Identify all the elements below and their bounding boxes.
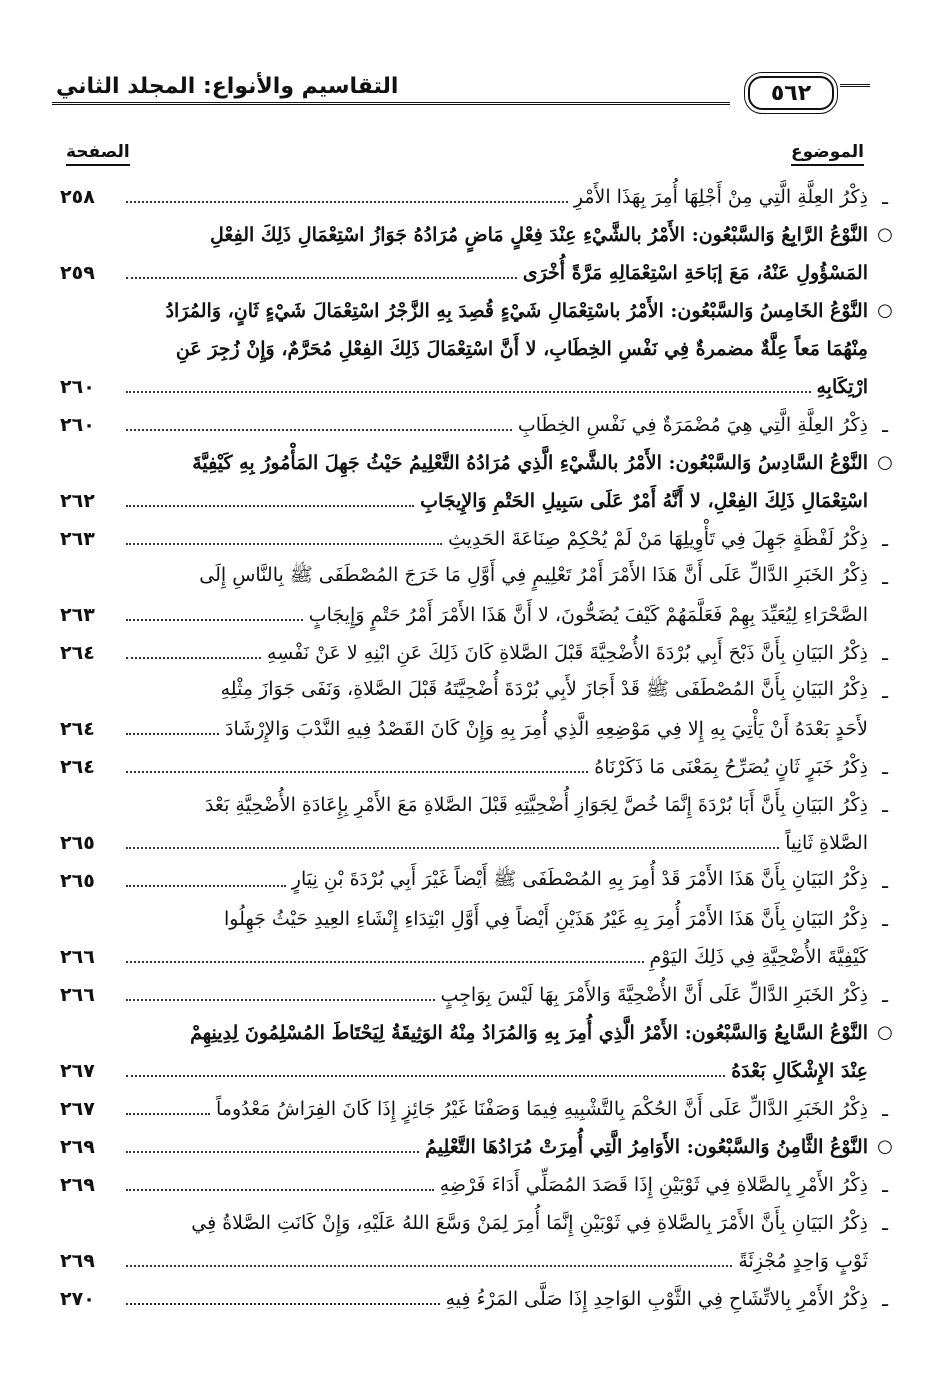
entry-text: ذِكْرُ الأَمْرِ بِالاتِّشَاحِ فِي الثَّوْبِ الوَاحِدِ إِذَا صَلَّى المَرْءُ فِيهِ	[445, 1288, 868, 1310]
toc-entry	[60, 444, 893, 520]
entry-page-number: ٢٦٢	[60, 490, 95, 512]
dot-leader	[126, 505, 414, 507]
toc-entry	[60, 1280, 888, 1318]
circle-bullet-icon: ○	[877, 300, 893, 321]
toc-entry	[60, 292, 893, 406]
page-number-badge	[748, 76, 834, 110]
dot-leader	[126, 391, 811, 393]
dot-leader	[126, 885, 286, 887]
header-rule	[52, 102, 730, 105]
toc-entry	[60, 558, 888, 634]
dot-leader	[126, 543, 442, 545]
dash-bullet-icon: ـ	[882, 413, 888, 437]
entry-text: ذِكْرُ الخَبَرِ الدَّالِّ عَلَى أَنَّ الأُضْحِيَّةَ وَالأَمْرَ بِهَا لَيْسَ بِوَاجِبٍ	[440, 984, 868, 1006]
entry-line	[60, 900, 868, 938]
toc-entry	[60, 1204, 888, 1280]
entry-line	[60, 672, 868, 710]
entry-page-number: ٢٦٥	[60, 870, 95, 892]
entry-page-number: ٢٦٧	[60, 1098, 95, 1120]
entry-line	[60, 520, 868, 558]
dash-bullet-icon: ـ	[882, 565, 888, 589]
dash-bullet-icon: ـ	[882, 1211, 888, 1235]
entry-line	[60, 254, 868, 292]
entry-text: ذِكْرُ الخَبَرِ الدَّالِّ عَلَى أَنَّ الحُكْمَ بِالتَّشْبِيهِ فِيمَا وَصَفْنَا غَيْرُ جَائِزٍ إِذَا كَانَ الفِرَاشُ مَعْدُوماً	[216, 1098, 868, 1120]
column-header-page: الصفحة	[66, 142, 130, 166]
dash-bullet-icon: ـ	[882, 1097, 888, 1121]
dash-bullet-icon: ـ	[882, 679, 888, 703]
entry-line	[60, 330, 868, 368]
entry-text: ذِكْرُ خَبَرٍ ثَانٍ يُصَرِّحُ بِمَعْنَى مَا ذَكَرْنَاهُ	[594, 756, 868, 778]
entry-text: ذِكْرُ البَيَانِ بِأَنَّ ذَبْحَ أَبِي بُرْدَةَ الأُضْحِيَّةَ قَبْلَ الصَّلاةِ كَانَ ذَلِكَ عَنِ ابْنِهِ لا عَنْ نَفْسِهِ	[267, 642, 868, 664]
toc-entry	[60, 976, 888, 1014]
entry-text: ثَوْبٍ وَاحِدٍ مُجْزِئَةً	[738, 1250, 868, 1272]
entry-text: اسْتِعْمَالِ ذَلِكَ الفِعْلِ، لا أَنَّهُ أَمْرٌ عَلَى سَبِيلِ الحَتْمِ وَالإِيجَابِ	[420, 490, 868, 512]
toc-entry	[60, 520, 888, 558]
entry-text: ارْتِكَابِهِ	[816, 376, 868, 398]
entry-line	[60, 710, 868, 748]
toc-entry	[60, 1128, 893, 1166]
entry-page-number: ٢٥٨	[60, 186, 95, 208]
dash-bullet-icon: ـ	[882, 527, 888, 551]
entry-line	[60, 1090, 868, 1128]
toc-entry	[60, 862, 888, 900]
entry-line	[60, 1204, 868, 1242]
entry-line	[60, 748, 868, 786]
dot-leader	[126, 1303, 440, 1305]
dash-bullet-icon: ـ	[882, 1173, 888, 1197]
entry-page-number: ٢٦٤	[60, 642, 95, 664]
dash-bullet-icon: ـ	[882, 641, 888, 665]
toc-entry	[60, 1090, 888, 1128]
entry-line	[60, 482, 868, 520]
entry-line	[60, 786, 868, 824]
entry-line	[60, 938, 868, 976]
dash-bullet-icon: ـ	[882, 869, 888, 893]
entry-line	[60, 178, 868, 216]
entry-line	[60, 596, 868, 634]
toc-entry	[60, 748, 888, 786]
entry-text: ذِكْرُ العِلَّةِ الَّتِي هِيَ مُضْمَرَةٌ فِي نَفْسِ الخِطَابِ	[517, 414, 868, 436]
entry-text: الصَّحْرَاءِ لِيُعَيِّدَ بِهِمْ فَعَلَّمَهُمْ كَيْفَ يُضَحُّونَ، لا أَنَّ هَذَا الأَمْرَ أَمْرُ حَتْمٍ وَإِيجَابٍ	[308, 604, 868, 626]
entry-text: النَّوْعُ الرَّابِعُ وَالسَّبْعُون: الأَمْرُ بالشَّيْءِ عِنْدَ فِعْلٍ مَاضٍ مُرَادُهُ جَوَازُ اسْتِعْمَالِ ذَلِكَ الفِعْلِ	[210, 224, 868, 246]
entry-line	[60, 1128, 868, 1166]
entry-text: ذِكْرُ البَيَانِ بِأَنَّ الأَمْرَ بِالصَّلاةِ فِي ثَوْبَيْنِ إِنَّمَا أُمِرَ لِمَنْ وَسَّعَ اللهُ عَلَيْهِ، وَإِنْ كَانَتِ الصَّلاةُ فِي	[191, 1212, 868, 1234]
entry-text: ذِكْرُ البَيَانِ بِأَنَّ هَذَا الأَمْرَ قَدْ أُمِرَ بِهِ المُصْطَفَى ﷺ أَيْضاً غَيْرَ أَبِي بُرْدَةَ بْنِ نِيَارٍ	[291, 868, 868, 890]
header-rule-short	[840, 84, 870, 87]
entry-page-number: ٢٦٠	[60, 376, 95, 398]
entry-line	[60, 444, 868, 482]
toc-entry	[60, 1166, 888, 1204]
dash-bullet-icon: ـ	[882, 983, 888, 1007]
entry-line	[60, 216, 868, 254]
dot-leader	[126, 1189, 434, 1191]
dot-leader	[126, 847, 779, 849]
toc-entry	[60, 406, 888, 444]
dot-leader	[126, 429, 512, 431]
dot-leader	[126, 999, 435, 1001]
entry-page-number: ٢٧٠	[60, 1288, 95, 1310]
entry-page-number: ٢٦٤	[60, 756, 95, 778]
entry-page-number: ٢٦٣	[60, 528, 95, 550]
entry-text: ذِكْرُ البَيَانِ بِأَنَّ هَذَا الأَمْرَ أُمِرَ بِهِ غَيْرُ هَذَيْنِ أَيْضاً فِي أَوَّلِ ابْتِدَاءِ إِنْشَاءِ العِيدِ حَيْثُ جَهِلُوا	[224, 908, 868, 930]
circle-bullet-icon: ○	[877, 1136, 893, 1157]
entry-text: النَّوْعُ الثَّامِنُ وَالسَّبْعُون: الأَوَامِرُ الَّتِي أُمِرَتْ مُرَادُهَا التَّعْلِيمُ	[425, 1136, 868, 1158]
dot-leader	[126, 1113, 210, 1115]
entry-page-number: ٢٦٩	[60, 1174, 95, 1196]
entry-text: المَسْؤُولِ عَنْهُ، مَعَ إبَاحَةِ اسْتِعْمَالِهِ مَرَّةً أُخْرَى	[522, 262, 868, 284]
entry-text: ذِكْرُ العِلَّةِ الَّتِي مِنْ أَجْلِهَا أُمِرَ بِهَذَا الأَمْرِ	[573, 186, 868, 208]
entry-page-number: ٢٦٠	[60, 414, 95, 436]
dot-leader	[126, 619, 303, 621]
entry-text: النَّوْعُ السَّادِسُ وَالسَّبْعُون: الأَمْرُ بالشَّيْءِ الَّذِي مُرَادُهُ التَّعْلِيمُ حَيْثُ جَهِلَ المَأْمُورُ بِهِ كَيْفِيَّةَ	[192, 452, 868, 474]
entry-page-number: ٢٦٧	[60, 1060, 95, 1082]
dash-bullet-icon: ـ	[882, 793, 888, 817]
entry-page-number: ٢٦٩	[60, 1250, 95, 1272]
column-header-subject: الموضوع	[791, 142, 864, 166]
book-title: التقاسيم والأنواع: المجلد الثاني	[56, 74, 399, 99]
entry-page-number: ٢٥٩	[60, 262, 95, 284]
entry-text: الصَّلاةِ ثَانِياً	[785, 832, 868, 854]
dash-bullet-icon: ـ	[882, 1287, 888, 1311]
dot-leader	[126, 1151, 419, 1153]
toc-entry	[60, 216, 893, 292]
page-number: ٥٦٢	[770, 80, 812, 106]
entry-line	[60, 406, 868, 444]
entry-line	[60, 824, 868, 862]
entry-page-number: ٢٦٣	[60, 604, 95, 626]
entry-text: ذِكْرُ الأَمْرِ بِالصَّلاةِ فِي ثَوْبَيْنِ إِذَا قَصَدَ المُصَلِّي أَدَاءَ فَرْضِهِ	[439, 1174, 868, 1196]
entry-line	[60, 634, 868, 672]
entry-line	[60, 558, 868, 596]
toc-entry	[60, 178, 888, 216]
dot-leader	[126, 1075, 725, 1077]
entry-text: ذِكْرُ لَفْظَةٍ جَهِلَ فِي تَأْوِيلِهَا مَنْ لَمْ يُحْكِمْ صِنَاعَةَ الحَدِيثِ	[448, 528, 868, 550]
dot-leader	[126, 961, 644, 963]
entry-line	[60, 862, 868, 900]
entry-line	[60, 1242, 868, 1280]
entry-line	[60, 976, 868, 1014]
entry-text: مِنْهُمَا مَعاً عِلَّةٌ مضمرةٌ فِي نَفْسِ الخِطَابِ، لا أَنَّ اسْتِعْمَالَ ذَلِكَ الفِعْلِ مُحَرَّمٌ، وَإِنْ زُجِرَ عَنِ	[175, 338, 868, 360]
circle-bullet-icon: ○	[877, 224, 893, 245]
entry-line	[60, 1166, 868, 1204]
entry-line	[60, 1014, 868, 1052]
entry-line	[60, 368, 868, 406]
entry-line	[60, 292, 868, 330]
circle-bullet-icon: ○	[877, 1022, 893, 1043]
dot-leader	[126, 1265, 732, 1267]
toc-entry	[60, 672, 888, 748]
entry-text: ذِكْرُ البَيَانِ بِأَنَّ أَبَا بُرْدَةَ إِنَّمَا خُصَّ لِجَوَازِ أُضْحِيَّتِهِ قَبْلَ الصَّلاةِ مَعَ الأَمْرِ بِإِعَادَةِ الأُضْحِيَّةِ بَعْدَ	[204, 794, 868, 816]
entry-page-number: ٢٦٥	[60, 832, 95, 854]
circle-bullet-icon: ○	[877, 452, 893, 473]
dot-leader	[126, 733, 219, 735]
dash-bullet-icon: ـ	[882, 907, 888, 931]
toc-entry	[60, 634, 888, 672]
entry-text: ذِكْرُ البَيَانِ بِأَنَّ المُصْطَفَى ﷺ قَدْ أَجَازَ لأَبِي بُرْدَةَ أُضْحِيَّتَهُ قَبْلَ الصَّلاةِ، وَنَفَى جَوَازَ مِثْلِهِ	[220, 678, 868, 700]
entry-text: لأَحَدٍ بَعْدَهُ أَنْ يَأْتِيَ بِهِ إِلا فِي مَوْضِعِهِ الَّذِي أُمِرَ بِهِ وَإِنْ كَانَ القَصْدُ فِيهِ النَّدْبَ وَالإِرْشَادَ	[225, 718, 868, 740]
dash-bullet-icon: ـ	[882, 755, 888, 779]
entry-text: النَّوْعُ الخَامِسُ وَالسَّبْعُون: الأَمْرُ باسْتِعْمَالِ شَيْءٍ قُصِدَ بِهِ الزَّجْرُ اسْتِعْمَالَ شَيْءٍ ثَانٍ، وَالمُرَادُ	[165, 300, 868, 322]
dot-leader	[126, 201, 568, 203]
entry-page-number: ٢٦٦	[60, 946, 95, 968]
entry-line	[60, 1280, 868, 1318]
entry-text: ذِكْرُ الخَبَرِ الدَّالِّ عَلَى أَنَّ هَذَا الأَمْرَ أَمْرُ تَعْلِيمٍ فِي أَوَّلِ مَا خَرَجَ المُصْطَفَى ﷺ بِالنَّاسِ إِلَى	[199, 564, 868, 586]
dot-leader	[126, 277, 517, 279]
dash-bullet-icon: ـ	[882, 185, 888, 209]
entry-page-number: ٢٦٤	[60, 718, 95, 740]
running-header	[52, 72, 870, 112]
entry-text: عِنْدَ الإِشْكَالِ بَعْدَهُ	[731, 1060, 868, 1082]
entry-text: النَّوْعُ السَّابِعُ وَالسَّبْعُون: الأَمْرُ الَّذِي أُمِرَ بِهِ وَالمُرَادُ مِنْهُ الوَثِيقَةُ لِيَحْتَاطَ المُسْلِمُونَ لِدِينِهِمْ	[190, 1022, 868, 1044]
toc-entry	[60, 900, 888, 976]
dot-leader	[126, 771, 588, 773]
entry-line	[60, 1052, 868, 1090]
entry-page-number: ٢٦٩	[60, 1136, 95, 1158]
entry-text: كَيْفِيَّةَ الأُضْحِيَّةِ فِي ذَلِكَ اليَوْمِ	[649, 946, 868, 968]
dot-leader	[126, 657, 261, 659]
entry-page-number: ٢٦٦	[60, 984, 95, 1006]
toc-entry	[60, 786, 888, 862]
toc-entry	[60, 1014, 893, 1090]
